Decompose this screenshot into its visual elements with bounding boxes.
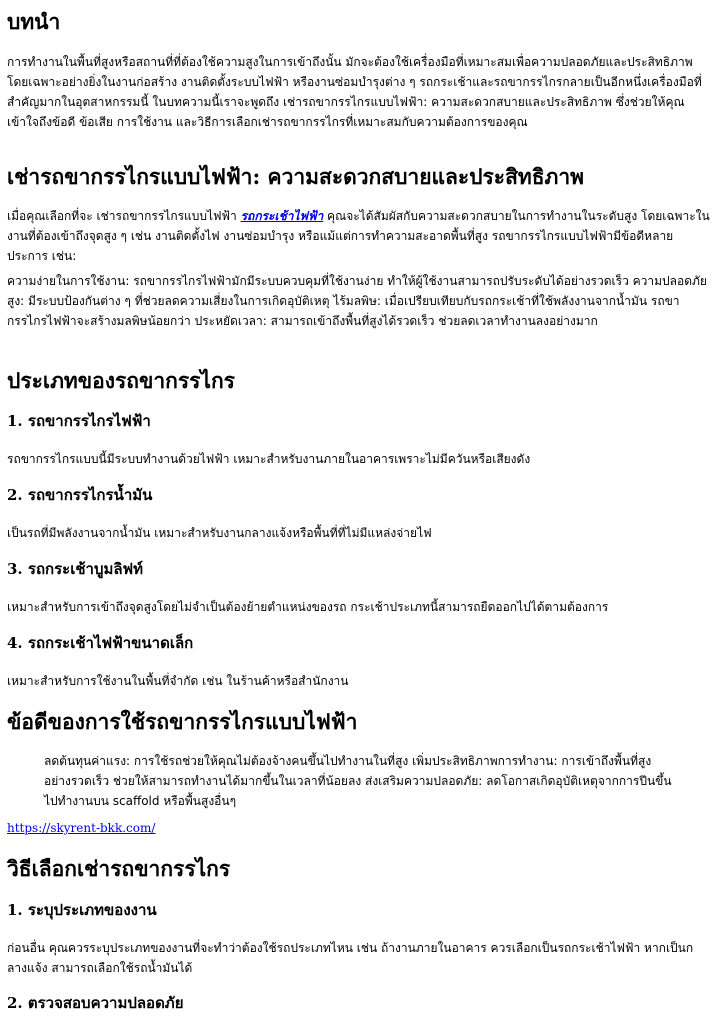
advantages-list: ลดต้นทุนค่าแรง: การใช้รถช่วยให้คุณไม่ต้องจ้างคนขึ้นไปทำงานในที่สูง เพิ่มประสิทธิภาพการทำงาน: การเข้าถึงพื้นที่สูงอย่างรวดเร็ว ช่วยให้สามารถทำงานได้มากขึ้นในเวลาที่น้อยลง ส่งเสริมความปลอดภัย: ลดโอกาสเกิดอุบัติเหตุจากการปีนขึ้นไปทำงานบน scaffold หรือพื้นสูงอื่นๆ [44,754,672,808]
types-heading: ประเภทของรถขากรรไกร [7,368,235,393]
skyrent-url-link[interactable]: https://skyrent-bkk.com/ [7,821,156,835]
type-1-text: รถขากรรไกรแบบนี้มีระบบทำงานด้วยไฟฟ้า เหมาะสำหรับงานภายในอาคารเพราะไม่มีควันหรือเสียงดัง [7,452,531,466]
choose-2-title: 2. ตรวจสอบความปลอดภัย [7,994,184,1012]
electric-paragraph [7,206,712,266]
electric-scissor-lift-link[interactable]: รถกระเช้าไฟฟ้า [240,209,324,223]
type-1-title: 1. รถขากรรไกรไฟฟ้า [7,412,151,430]
type-3-text: เหมาะสำหรับการเข้าถึงจุดสูงโดยไม่จำเป็นต้องย้ายตำแหน่งของรถ กระเช้าประเภทนี้สามารถยืดออกไปได้ตามต้องการ [7,600,609,614]
electric-heading: เช่ารถขากรรไกรแบบไฟฟ้า: ความสะดวกสบายและประสิทธิภาพ [7,164,585,189]
electric-benefits-paragraph: ความง่ายในการใช้งาน: รถขากรรไกรไฟฟ้ามักมีระบบควบคุมที่ใช้งานง่าย ทำให้ผู้ใช้งานสามารถปรับระดับได้อย่างรวดเร็ว ความปลอดภัยสูง: มีระบบป้องกันต่าง ๆ ที่ช่วยลดความเสี่ยงในการเกิดอุบัติเหตุ ไร้มลพิษ: เมื่อเปรียบเทียบกับรถกระเช้าที่ใช้พลังงานจากน้ำมัน รถขากรรไกรไฟฟ้าจะสร้างมลพิษน้อยกว่า ประหยัดเวลา: สามารถเข้าถึงพื้นที่สูงได้รวดเร็ว ช่วยลดเวลาทำงานลงอย่างมาก [7,274,707,328]
electric-text-after-link: คุณจะได้สัมผัสกับความสะดวกสบายในการทำงานในระดับสูง โดยเฉพาะในงานที่ต้องเข้าถึงจุดสูง ๆ เช่น งานติดตั้งไฟ งานซ่อมบำรุง หรือแม้แต่การทำความสะอาดพื้นที่สูง รถขากรรไกรแบบไฟฟ้ามีข้อดีหลายประการ เช่น: [7,209,710,263]
intro-heading: บทนำ [7,9,61,34]
intro-paragraph: การทำงานในพื้นที่สูงหรือสถานที่ที่ต้องใช้ความสูงในการเข้าถึงนั้น มักจะต้องใช้เครื่องมือที่เหมาะสมเพื่อความปลอดภัยและประสิทธิภาพ โดยเฉพาะอย่างยิ่งในงานก่อสร้าง งานติดตั้งระบบไฟฟ้า หรืองานซ่อมบำรุงต่าง ๆ รถกระเช้าและรถขากรรไกรกลายเป็นอีกหนึ่งเครื่องมือที่สำคัญมากในอุตสาหกรรมนี้ ในบทความนี้เราจะพูดถึง เช่ารถขากรรไกรแบบไฟฟ้า: ความสะดวกสบายและประสิทธิภาพ ซึ่งช่วยให้คุณเข้าใจถึงข้อดี ข้อเสีย การใช้งาน และวิธีการเลือกเช่ารถขากรรไกรที่เหมาะสมกับความต้องการของคุณ [7,55,702,129]
electric-text-before-link: เมื่อคุณเลือกที่จะ เช่ารถขากรรไกรแบบไฟฟ้า [7,209,241,223]
advantages-heading: ข้อดีของการใช้รถขากรรไกรแบบไฟฟ้า [7,709,358,734]
choose-heading: วิธีเลือกเช่ารถขากรรไกร [7,856,231,881]
type-2-text: เป็นรถที่มีพลังงานจากน้ำมัน เหมาะสำหรับงานกลางแจ้งหรือพื้นที่ที่ไม่มีแหล่งจ่ายไฟ [7,526,432,540]
type-4-title: 4. รถกระเช้าไฟฟ้าขนาดเล็ก [7,634,194,652]
type-2-title: 2. รถขากรรไกรน้ำมัน [7,486,153,504]
choose-1-title: 1. ระบุประเภทของงาน [7,901,157,919]
choose-1-text: ก่อนอื่น คุณควรระบุประเภทของงานที่จะทำว่าต้องใช้รถประเภทไหน เช่น ถ้างานภายในอาคาร ควรเลือกเป็นรถกระเช้าไฟฟ้า หากเป็นกลางแจ้ง สามารถเลือกใช้รถน้ำมันได้ [7,941,694,975]
type-4-text: เหมาะสำหรับการใช้งานในพื้นที่จำกัด เช่น ในร้านค้าหรือสำนักงาน [7,674,349,688]
type-3-title: 3. รถกระเช้าบูมลิฟท์ [7,560,144,578]
